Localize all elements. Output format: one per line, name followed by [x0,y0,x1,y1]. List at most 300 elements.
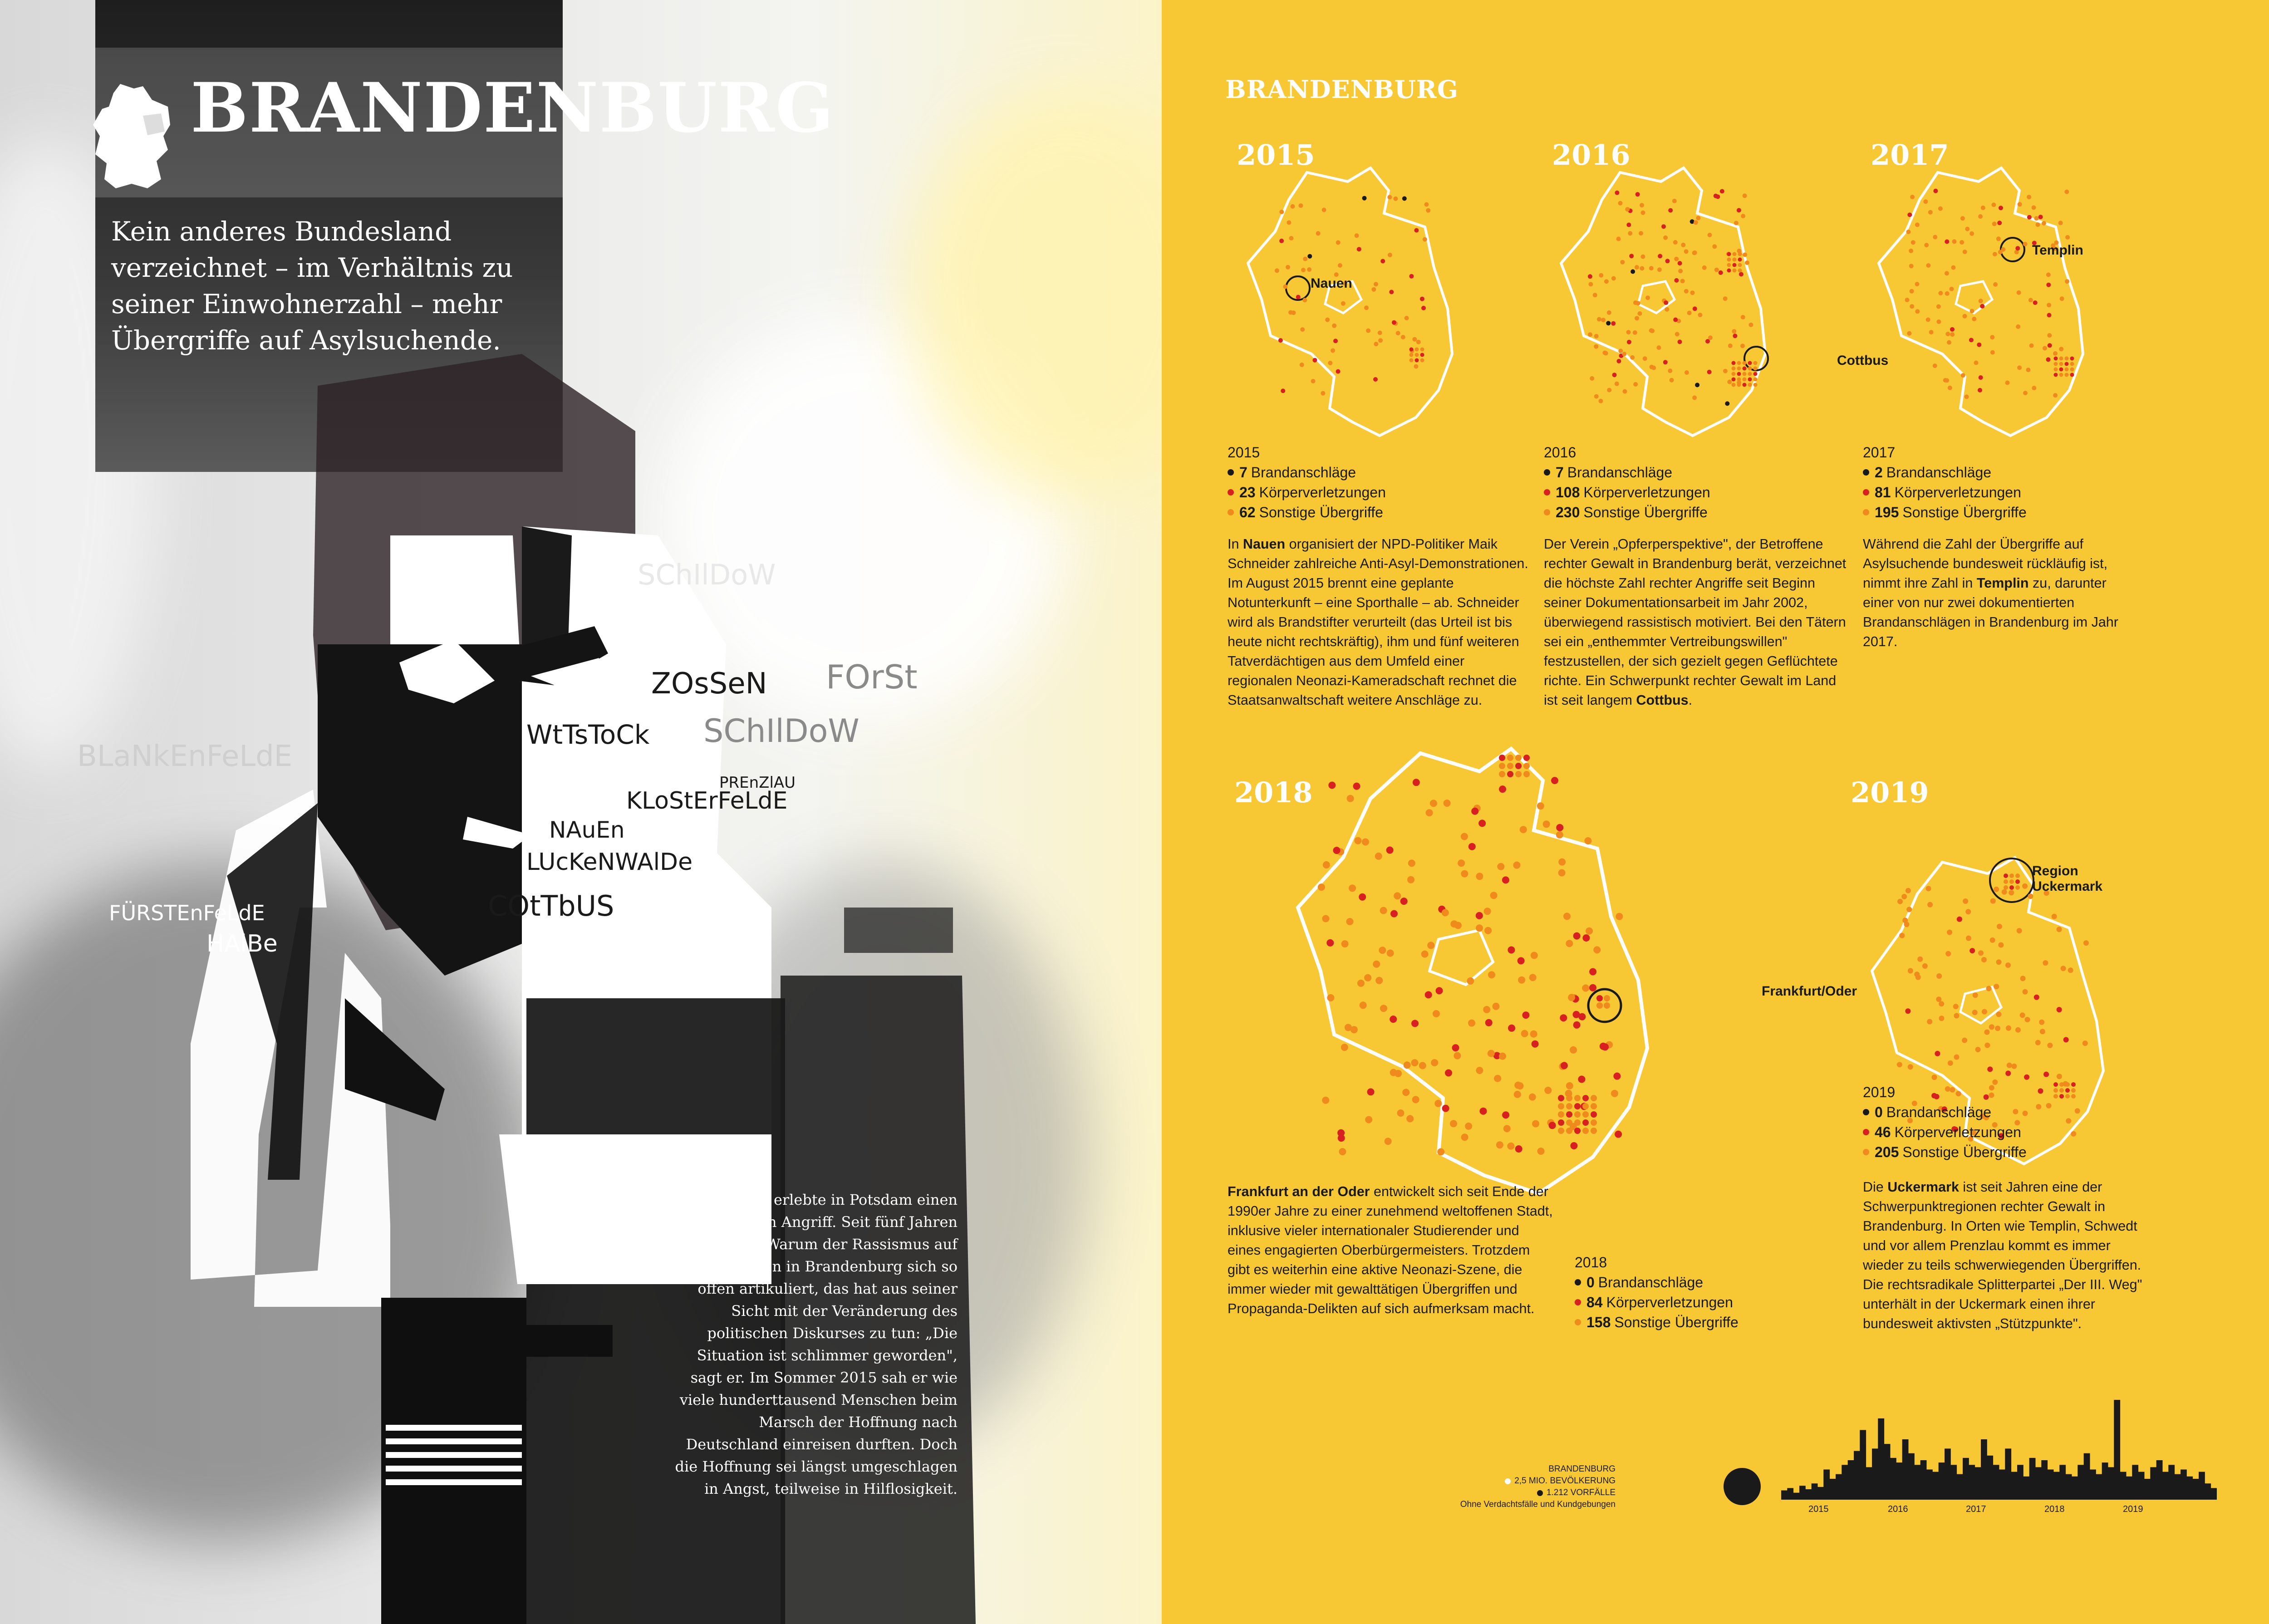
incident-dot [1476,1067,1483,1074]
incident-dot [1341,1044,1348,1051]
incident-dot [1478,819,1486,827]
incident-cluster-dot [1566,1103,1572,1109]
incident-dot [1323,861,1330,868]
histogram-bar [2120,1472,2127,1500]
incident-dot [2017,928,2022,933]
histogram-bar [2144,1479,2151,1500]
incident-cluster-dot [1748,372,1752,376]
incident-dot [1933,363,1937,368]
incident-cluster-dot [2059,362,2063,366]
incident-dot [1600,1043,1607,1050]
incident-dot [1643,356,1647,361]
para-lead: Die [1863,1179,1888,1195]
incident-cluster-dot [1737,361,1741,365]
incident-dot [1965,394,1969,399]
map-2016 [1552,163,1824,445]
incident-dot [1437,1148,1444,1156]
incident-dot [1445,1070,1452,1077]
incident-dot [1502,1111,1509,1119]
incident-dot [1933,189,1938,193]
incident-dot [2038,1088,2043,1094]
incident-dot [1508,1025,1515,1032]
incident-dot [1996,236,2001,241]
incident-dot [2043,1072,2049,1077]
incident-dot [1936,319,1941,324]
stat-label: Körperverletzungen [1606,1294,1733,1310]
incident-dot [1741,214,1745,218]
map-city-label: Cottbus [1837,353,1889,368]
incident-cluster-dot [1499,763,1505,769]
incident-dot [1994,887,1999,892]
incident-cluster-dot [2065,1094,2070,1099]
histogram-bar [1854,1451,1860,1500]
incident-dot [1371,287,1376,292]
incident-dot [1714,268,1719,272]
incident-cluster-dot [1733,252,1737,256]
incident-dot [1670,378,1674,383]
incident-dot [1392,320,1396,325]
incident-dot [1611,276,1616,281]
incident-dot [1401,335,1405,339]
koerper-legend-dot [1544,489,1550,496]
incident-dot [1712,244,1717,249]
town-word: KLoStErFeLdE [626,787,788,814]
incident-dot [2023,989,2028,995]
incident-dot [1906,888,1911,893]
stat-label: Sonstige Übergriffe [1583,504,1708,520]
incident-dot [1945,291,1950,296]
incident-dot [2006,1025,2011,1031]
incident-dot [1960,216,1965,221]
incident-dot [1702,265,1707,270]
incident-cluster-dot [2009,885,2014,890]
incident-dot [1966,936,1971,941]
paragraph-2019 [1863,1178,2153,1334]
koerper-legend-dot [1575,1299,1581,1305]
incident-dot [1612,373,1617,377]
incident-cluster-dot [1733,258,1737,262]
incident-dot [1725,401,1729,406]
year-label: 2016 [1552,138,1631,172]
incident-dot [1594,334,1599,339]
koerper-legend-dot [1863,489,1869,496]
incident-dot [1380,1005,1387,1012]
incident-dot [1375,977,1383,984]
incident-dot [1588,282,1593,286]
incident-cluster-dot [1727,252,1731,256]
incident-dot [1493,1003,1500,1010]
incident-dot [1978,950,1984,956]
incident-dot [2040,1029,2045,1034]
incident-dot [1978,388,1982,393]
stat-value: 46 [1875,1124,1891,1140]
incident-dot [1364,305,1369,310]
incident-dot [1476,924,1483,932]
incident-dot [1387,195,1392,200]
incident-dot [1333,847,1341,854]
section-title: BRANDENBURG [1225,75,1459,104]
incident-dot [2063,1037,2069,1042]
incident-dot [1705,339,1710,343]
incident-dot [2007,1063,2012,1068]
incident-cluster-dot [1415,348,1419,352]
incident-dot [1444,800,1451,807]
incident-dot [1905,1008,1910,1014]
incident-dot [1601,318,1606,322]
incident-dot [2043,346,2047,350]
incident-cluster-dot [1753,361,1758,365]
incident-dot [1625,207,1630,211]
incident-dot [1423,237,1427,242]
incident-dot [1389,290,1394,294]
incident-dot [1566,940,1573,947]
histogram-bar [2090,1470,2096,1500]
histogram-bar [2048,1470,2054,1500]
incident-dot [1318,883,1325,891]
incident-cluster-dot [2053,1082,2058,1087]
incident-dot [1341,301,1346,306]
incident-dot [1948,1060,1953,1066]
incident-dot [1649,328,1654,333]
incident-dot [1578,1076,1585,1083]
incident-dot [2046,273,2051,277]
incident-dot [2053,351,2058,356]
incident-dot [1714,194,1718,198]
incident-cluster-dot [1558,1111,1564,1118]
histogram-bar [1787,1488,1793,1500]
histogram-bar [1902,1439,1909,1500]
incident-cluster-dot [2004,873,2008,878]
summary-population: 2,5 MIO. BEVÖLKERUNG [1514,1476,1616,1486]
incident-dot [1626,223,1631,227]
stat-value: 84 [1586,1294,1603,1310]
incident-dot [1977,343,1981,347]
incident-dot [1897,899,1903,904]
incident-dot [1616,237,1621,241]
incident-cluster-dot [1591,1111,1597,1118]
incident-dot [1906,907,1912,912]
incident-dot [1507,1143,1514,1150]
brand-legend-dot [1863,1109,1869,1115]
incident-dot [1436,987,1443,994]
incident-dot [1996,1011,2002,1017]
incident-dot [1728,343,1733,348]
stat-label: Körperverletzungen [1583,484,1710,500]
incident-dot [1636,301,1640,305]
incident-dot [1994,984,1999,989]
incident-dot [1413,779,1420,786]
incident-dot [1300,327,1305,332]
histogram-bar [1920,1460,1927,1500]
year-label: 2015 [1237,138,1315,172]
incident-dot [1322,1097,1329,1104]
incident-dot [1496,1141,1503,1148]
incident-dot [1665,307,1669,312]
incident-dot [1904,922,1909,927]
incident-cluster-dot [1582,1095,1589,1101]
incident-dot [1558,869,1566,877]
brand-legend-dot [1228,469,1234,476]
incident-cluster-dot [1523,755,1530,761]
histogram-bar [1884,1444,1891,1500]
incident-cluster-dot [2054,373,2058,377]
incident-cluster-dot [1753,372,1758,376]
incident-dot [1385,1138,1392,1145]
incident-dot [2023,391,2028,395]
brand-legend-dot [1575,1279,1581,1285]
incident-dot [1494,1075,1501,1082]
incident-dot [1631,270,1635,274]
incident-dot [1412,1096,1419,1103]
incident-cluster-dot [1499,771,1505,777]
map-2018 [1266,735,1811,1252]
incident-dot [1530,1030,1537,1038]
incident-cluster-dot [1558,1103,1564,1109]
stat-label: Sonstige Übergriffe [1614,1314,1739,1330]
incident-dot [1566,1082,1573,1089]
incident-dot [1970,309,1974,314]
incident-dot [1678,261,1682,265]
incident-dot [1629,254,1634,258]
incident-dot [1897,1062,1902,1067]
incident-dot [1926,263,1930,268]
incident-dot [1664,300,1668,305]
incident-cluster-dot [1507,771,1513,777]
incident-dot [1981,957,1987,962]
incident-cluster-dot [2054,368,2058,372]
incident-dot [1488,1050,1495,1057]
incident-dot [1990,937,1995,943]
stat-value: 0 [1586,1274,1595,1290]
incident-dot [1950,327,1955,332]
incident-cluster-dot [1737,378,1741,382]
incident-dot [1743,253,1747,257]
incident-dot [1570,1046,1577,1054]
incident-dot [1400,898,1408,905]
incident-dot [1589,984,1596,991]
para-bold: Cottbus [1636,692,1689,708]
histogram-bar [1945,1448,1951,1500]
incident-cluster-dot [1738,269,1742,273]
incident-dot [1737,208,1741,212]
histogram-bar [1993,1465,1999,1500]
stat-value: 2 [1875,464,1883,481]
incident-cluster-dot [1558,1095,1564,1101]
incident-dot [1681,243,1685,247]
incident-dot [1515,1145,1522,1153]
incident-dot [1645,295,1650,300]
histogram-tick-label: 2019 [2123,1504,2143,1514]
town-word: WtTsToCk [526,719,650,750]
incident-dot [1672,199,1677,203]
histogram-bar [1890,1458,1896,1500]
incident-dot [1663,236,1668,240]
incidents-histogram [1781,1398,2217,1502]
incident-dot [1458,859,1465,867]
incident-dot [2009,890,2014,895]
incident-dot [1394,892,1401,899]
incident-cluster-dot [1596,1002,1603,1009]
stats-year: 2017 [1863,444,1896,461]
incident-dot [1461,870,1468,878]
incident-dot [1627,340,1631,344]
incident-dot [1633,382,1638,387]
histogram-bar [2041,1460,2048,1500]
stat-value: 62 [1239,504,1256,520]
histogram-tick-label: 2017 [1966,1504,1986,1514]
incident-dot [2036,1104,2041,1109]
incident-dot [1734,221,1739,226]
incident-dot [1928,210,1933,215]
incident-dot [1708,233,1712,237]
incident-dot [2057,1007,2062,1012]
incident-dot [1901,894,1907,899]
incident-dot [1393,196,1398,201]
incident-dot [1529,974,1537,981]
incident-dot [1514,1091,1521,1098]
incident-dot [2032,206,2036,210]
incident-dot [1909,264,1914,268]
incident-dot [1954,1013,1960,1019]
incident-cluster-dot [1733,263,1737,267]
incident-dot [2058,221,2063,225]
histogram-bar [2108,1467,2114,1500]
incident-dot [1999,206,2003,210]
incident-dot [2034,216,2039,221]
incident-cluster-dot [1566,1119,1572,1126]
histogram-bar [2168,1465,2175,1500]
incident-dot [1675,332,1680,336]
incident-dot [1556,831,1563,839]
incident-dot [1367,1088,1375,1095]
histogram-bar [2102,1462,2108,1500]
incident-cluster-dot [1604,1002,1610,1009]
incident-dot [2047,303,2051,307]
incident-dot [1412,337,1417,342]
histogram-bar [1939,1462,1945,1500]
incident-dot [1990,335,1994,339]
histogram-tick-label: 2018 [2044,1504,2065,1514]
histogram-bar [1896,1462,1902,1500]
incident-dot [1299,203,1303,208]
incident-cluster-dot [1748,367,1752,371]
stats-2019 [1863,1082,2027,1162]
summary-region: BRANDENBURG [1548,1464,1616,1474]
incident-dot [1943,378,1948,383]
para-bold: Uckermark [1887,1179,1959,1195]
stats-year: 2018 [1575,1254,1607,1271]
incident-dot [1990,350,1995,355]
histogram-bar [1957,1474,1963,1500]
incident-dot [1618,348,1623,353]
incident-dot [2033,300,2038,305]
incident-dot [1633,330,1637,335]
incident-dot [1275,268,1279,273]
incident-cluster-dot [1574,1119,1581,1126]
incident-cluster-dot [1748,361,1752,365]
incident-dot [1690,290,1695,295]
incident-cluster-dot [2009,873,2014,878]
stat-value: 108 [1556,484,1580,500]
incident-dot [1279,239,1284,243]
para-bold: Frankfurt an der Oder [1228,1184,1370,1199]
incident-cluster-dot [1566,1111,1572,1118]
incident-dot [1513,862,1520,869]
histogram-bar [2096,1474,2102,1500]
histogram-bar [1836,1474,1842,1500]
incident-dot [2005,962,2011,968]
incident-dot [1973,992,1978,998]
incident-dot [2001,247,2005,252]
incident-dot [1289,236,1293,240]
incident-dot [1442,1105,1449,1112]
histogram-bar [2193,1479,2199,1500]
stats-2018 [1575,1252,1739,1332]
incident-dot [1951,265,1956,270]
incident-dot [1307,267,1311,272]
incident-cluster-dot [1743,372,1747,376]
incident-cluster-dot [1515,763,1522,769]
incident-cluster-dot [1574,1103,1581,1109]
incident-dot [1905,298,1910,302]
incident-cluster-dot [2065,368,2069,372]
incident-dot [1465,1123,1472,1130]
incident-dot [1374,342,1378,346]
incident-cluster-dot [1727,263,1731,267]
incident-dot [2005,1070,2011,1076]
incident-dot [1639,231,1643,236]
incident-dot [1414,228,1419,233]
incident-dot [1606,321,1611,325]
incident-dot [1450,920,1458,927]
incident-cluster-dot [2059,373,2063,377]
quote-text: Jibran Khalil erlebte in Potsdam einen rassistischen Angriff. Seit fünf Jahren lebt er hier. Warum der Rassismus auf den Straßen in Brandenburg sich so offen artikuliert, das hat aus seiner Sicht mit der Veränderung des politischen Diskurses zu tun: „Die Situation ist schlimmer geworden", sagt er. Im Sommer 2015 sah er wie viele hunderttausend Menschen beim Marsch der Hoffnung nach Deutschland einreisen durften. Doch die Hoffnung sei längst umgeschlagen in Angst, teilweise in Hilflosigkeit. [675,1191,958,1497]
incident-dot [1723,369,1728,373]
incident-dot [1668,368,1672,373]
incident-dot [1607,388,1611,393]
incident-cluster-dot [1737,372,1741,376]
sonst-legend-dot [1863,1149,1869,1155]
incident-cluster-dot [2059,357,2063,361]
incident-dot [1365,1116,1372,1124]
incident-dot [1520,826,1527,833]
town-word: PREnZlAU [719,774,796,792]
incident-dot [2039,1020,2044,1025]
stats-year: 2015 [1228,444,1260,461]
histogram-bar [2150,1467,2156,1500]
incident-dot [1685,370,1689,375]
stat-value: 195 [1875,504,1899,520]
incident-dot [1503,1125,1511,1132]
incident-dot [1471,808,1478,815]
incident-cluster-dot [1753,383,1758,387]
incident-dot [1989,1024,1994,1030]
incident-dot [1490,892,1498,899]
town-word: COtTbUS [488,889,614,922]
incident-dot [2015,1027,2021,1033]
incident-dot [1331,348,1335,353]
incident-dot [1665,259,1670,263]
histogram-bar [2084,1453,2090,1500]
town-word: LUcKeNWAlDe [526,849,693,876]
incident-dot [1607,310,1611,315]
incident-dot [2024,1074,2029,1080]
incident-dot [1279,210,1284,214]
incident-dot [1936,996,1941,1002]
histogram-tick-label: 2015 [1808,1504,1829,1514]
incident-dot [1531,952,1538,959]
incident-dot [1586,927,1593,935]
